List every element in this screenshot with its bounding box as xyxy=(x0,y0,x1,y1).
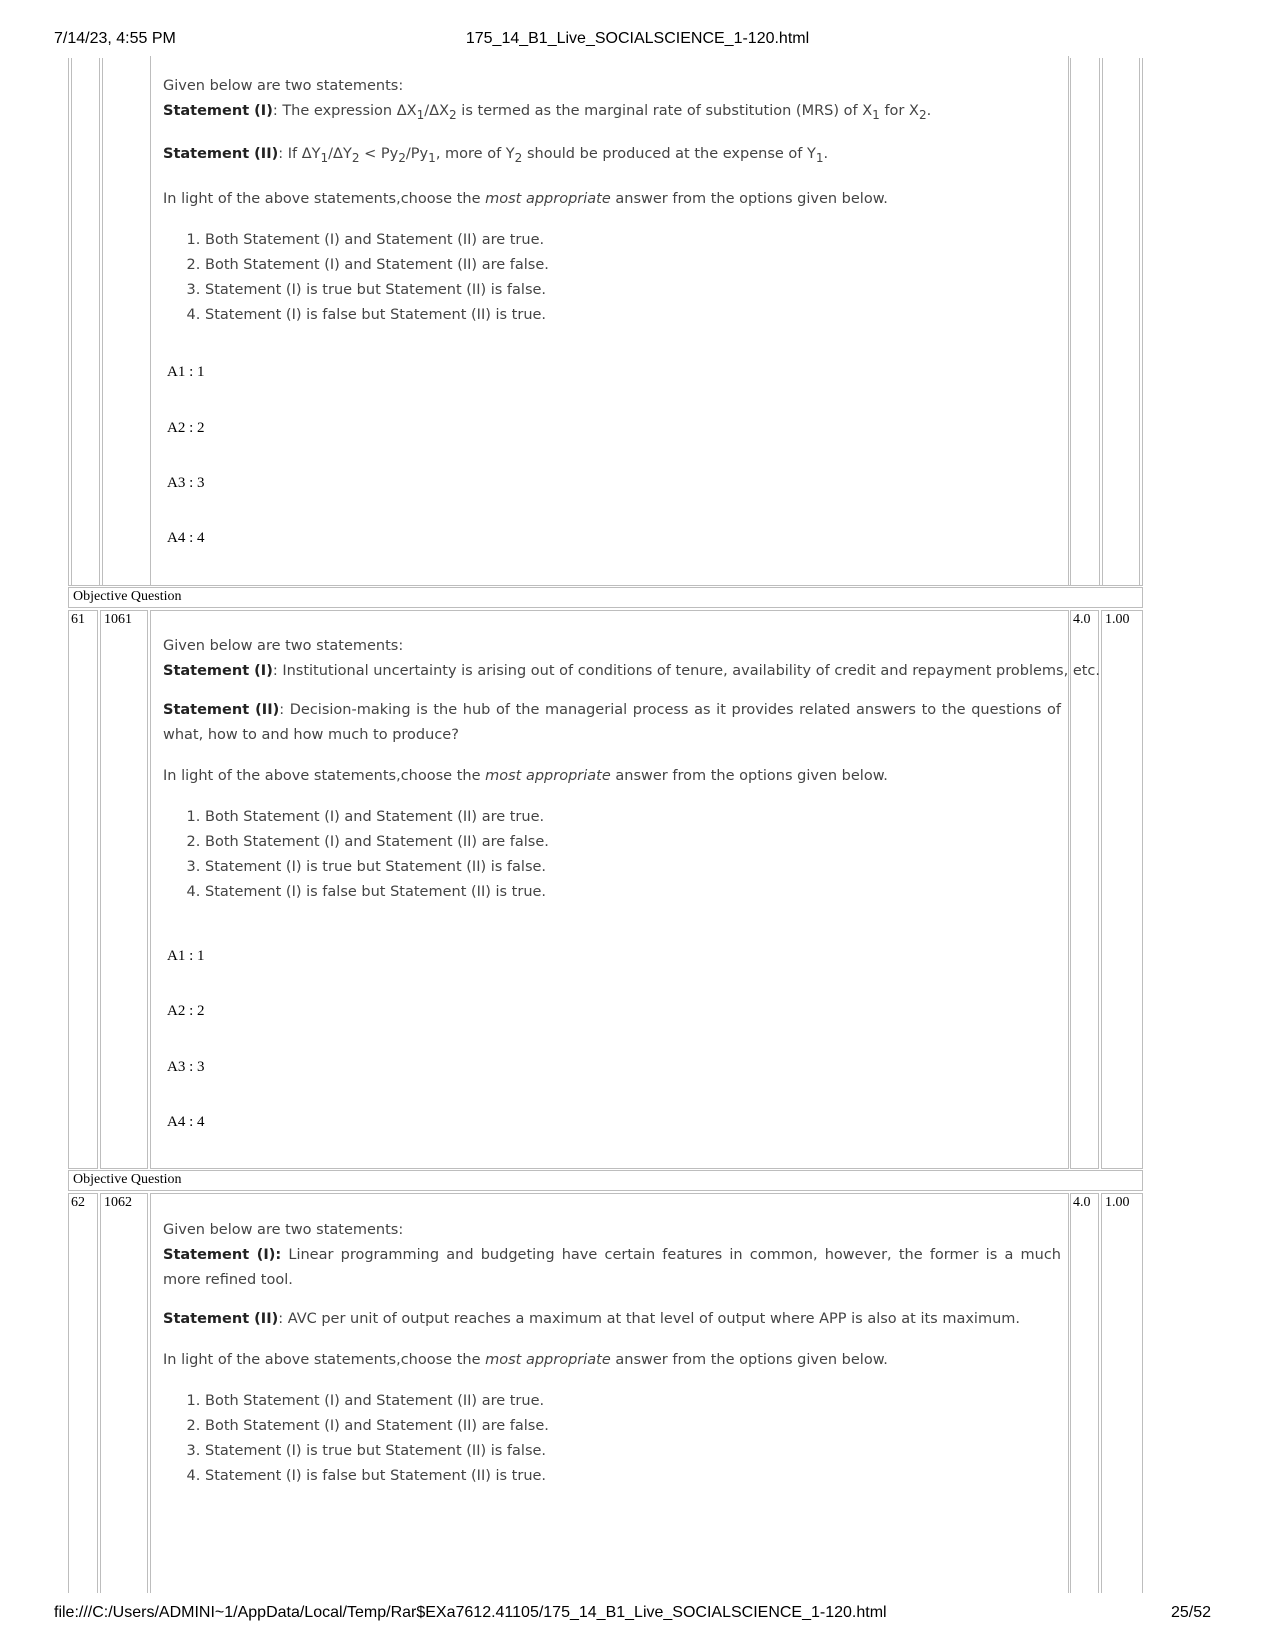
choice-item: 3. Statement (I) is true but Statement (II) is false. xyxy=(205,855,1113,880)
page-number: 25/52 xyxy=(1170,1604,1211,1621)
document-title: 175_14_B1_Live_SOCIALSCIENCE_1-120.html xyxy=(465,30,810,47)
question-type-row xyxy=(68,1170,1143,1191)
answer-option-4: A4 : 4 xyxy=(167,1114,205,1130)
marks: 4.0 xyxy=(1073,612,1091,627)
serial-number: 62 xyxy=(71,1195,85,1210)
statement-2: Statement (II): Decision-making is the hub of the managerial process as it provides related answers to the questions of what, how to and how much to produce? xyxy=(163,702,1061,743)
answer-option-2: A2 : 2 xyxy=(167,420,205,436)
question-type-label: Objective Question xyxy=(73,1172,182,1187)
question-intro: Given below are two statements: xyxy=(163,78,404,94)
answer-option-4: A4 : 4 xyxy=(167,530,205,546)
question-60-body xyxy=(163,74,1113,328)
question-type-label: Objective Question xyxy=(73,589,182,604)
choice-item: 4. Statement (I) is false but Statement (II) is true. xyxy=(205,303,1113,328)
choice-item: 1. Both Statement (I) and Statement (II) are true. xyxy=(205,805,1113,830)
negative-marks: 1.00 xyxy=(1105,1195,1130,1210)
instruction: In light of the above statements,choose the most appropriate answer from the options given below. xyxy=(163,190,888,207)
choice-item: 2. Both Statement (I) and Statement (II) are false. xyxy=(205,1414,1113,1439)
answer-option-3: A3 : 3 xyxy=(167,1059,205,1075)
file-path: file:///C:/Users/ADMINI~1/AppData/Local/Temp/Rar$EXa7612.41105/175_14_B1_Live_SOCIALSCIENCE_1-120.html xyxy=(54,1604,887,1621)
statement-2: Statement (II): If $\Delta Y_1/\Delta Y_2 < Py_2/Py_1$, more of $Y_2$ should be produced at the expense of $Y_1$. xyxy=(163,145,829,165)
statement-1: Statement (I): Institutional uncertainty is arising out of conditions of tenure, availability of credit and repayment problems, etc. xyxy=(163,663,1101,679)
marks: 4.0 xyxy=(1073,1195,1091,1210)
choice-list xyxy=(163,228,1113,328)
question-id: 1062 xyxy=(104,1195,132,1210)
answer-option-1: A1 : 1 xyxy=(167,948,205,964)
choice-item: 1. Both Statement (I) and Statement (II) are true. xyxy=(205,1389,1113,1414)
choice-item: 2. Both Statement (I) and Statement (II) are false. xyxy=(205,253,1113,278)
answer-option-2: A2 : 2 xyxy=(167,1003,205,1019)
question-62-body xyxy=(163,1218,1113,1489)
choice-item: 1. Both Statement (I) and Statement (II) are true. xyxy=(205,228,1113,253)
statement-1: Statement (I): Linear programming and budgeting have certain features in common, however, the former is a much more refined tool. xyxy=(163,1247,1061,1288)
question-61-body xyxy=(163,634,1113,905)
question-intro: Given below are two statements: xyxy=(163,1222,404,1238)
choice-list xyxy=(163,805,1113,905)
serial-number: 61 xyxy=(71,612,85,627)
question-id: 1061 xyxy=(104,612,132,627)
answer-option-1: A1 : 1 xyxy=(167,364,205,380)
choice-item: 3. Statement (I) is true but Statement (II) is false. xyxy=(205,1439,1113,1464)
statement-1: Statement (I): The expression $\Delta X_1/\Delta X_2$ is termed as the marginal rate of substitution (MRS) of $X_1$ for $X_2$. xyxy=(163,103,932,122)
choice-item: 3. Statement (I) is true but Statement (II) is false. xyxy=(205,278,1113,303)
question-type-row xyxy=(68,587,1143,608)
statement-2: Statement (II): AVC per unit of output reaches a maximum at that level of output where APP is also at its maximum. xyxy=(163,1311,1021,1327)
question-intro: Given below are two statements: xyxy=(163,638,404,654)
choice-item: 4. Statement (I) is false but Statement (II) is true. xyxy=(205,880,1113,905)
instruction: In light of the above statements,choose the most appropriate answer from the options given below. xyxy=(163,1352,888,1368)
choice-item: 4. Statement (I) is false but Statement (II) is true. xyxy=(205,1464,1113,1489)
choice-item: 2. Both Statement (I) and Statement (II) are false. xyxy=(205,830,1113,855)
answer-option-3: A3 : 3 xyxy=(167,475,205,491)
choice-list xyxy=(163,1389,1113,1489)
negative-marks: 1.00 xyxy=(1105,612,1130,627)
print-datetime: 7/14/23, 4:55 PM xyxy=(54,30,176,47)
instruction: In light of the above statements,choose the most appropriate answer from the options given below. xyxy=(163,768,888,784)
